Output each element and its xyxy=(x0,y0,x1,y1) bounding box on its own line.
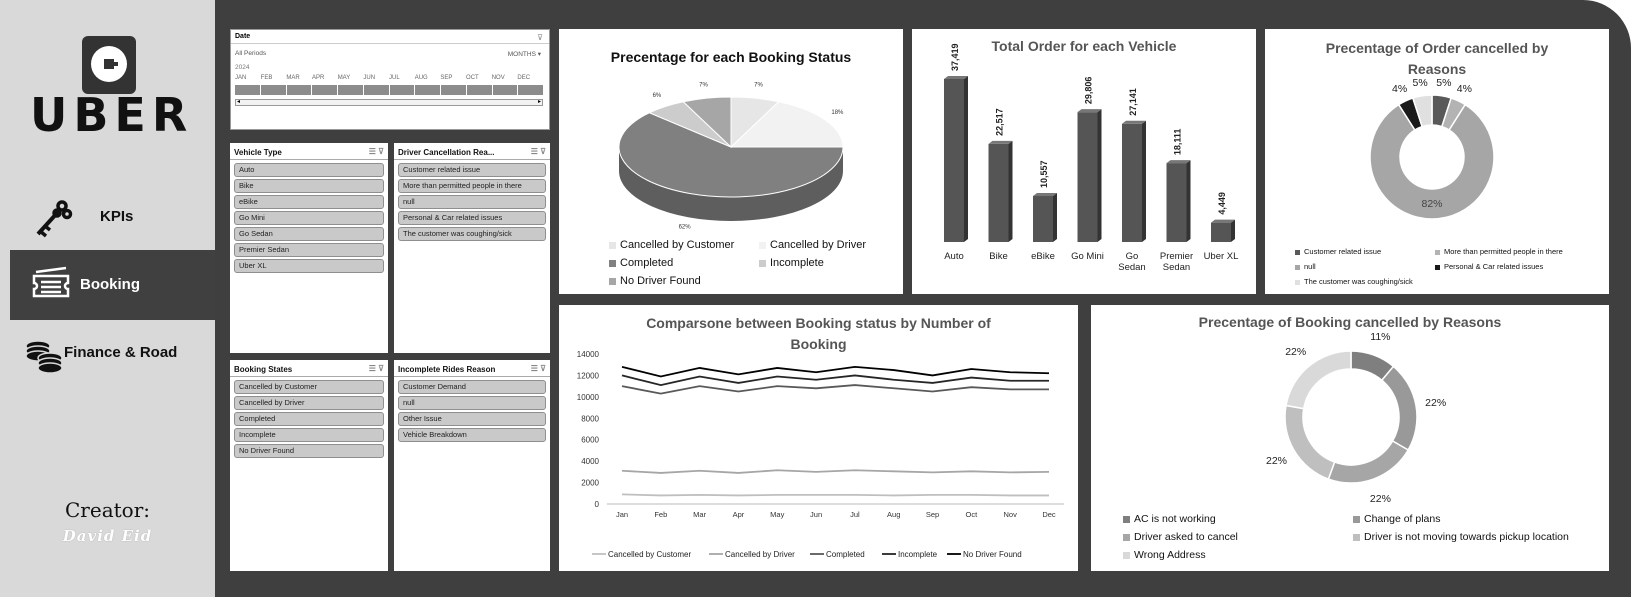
slicer-item[interactable]: More than permitted people in there xyxy=(398,179,546,193)
slicer-item[interactable]: Customer Demand xyxy=(398,380,546,394)
slicer-item[interactable]: Vehicle Breakdown xyxy=(398,428,546,442)
nav-kpis[interactable] xyxy=(10,182,215,252)
month-label: MAY xyxy=(337,75,351,81)
x-tick-label: Aug xyxy=(887,510,901,519)
slicer-item[interactable]: Go Sedan xyxy=(234,227,384,241)
filter-clear-icon[interactable]: ⊽ xyxy=(537,33,543,42)
y-tick-label: 6000 xyxy=(581,435,599,445)
bar xyxy=(1167,163,1187,242)
donut-slice xyxy=(1382,366,1417,450)
sidebar xyxy=(0,0,215,597)
booking-states-slicer-header xyxy=(230,360,388,377)
vehicle-type-slicer-header xyxy=(230,143,388,160)
legend-label: AC is not working xyxy=(1134,513,1216,525)
legend-label: Driver asked to cancel xyxy=(1134,531,1238,543)
order-cancel-title-line1: Precentage of Order cancelled by xyxy=(1325,40,1549,56)
legend-label: Cancelled by Customer xyxy=(608,550,692,559)
slicer-item[interactable]: Other Issue xyxy=(398,412,546,426)
multi-select-icon[interactable]: ☰ ⊽ xyxy=(368,147,384,156)
legend-item xyxy=(1295,244,1435,259)
bar-top xyxy=(944,76,968,79)
month-label: OCT xyxy=(466,75,479,81)
nav-finance-road[interactable] xyxy=(10,318,215,388)
series-line xyxy=(622,470,1049,473)
scroll-right-icon[interactable]: ▸ xyxy=(537,99,541,105)
driver-cancellation-slicer-title: Driver Cancellation Rea... xyxy=(398,148,495,157)
nav-booking-label: Booking xyxy=(80,276,140,293)
order-cancel-donut-card xyxy=(1265,29,1609,294)
bar-side xyxy=(1053,193,1057,242)
slicer-item[interactable]: Premier Sedan xyxy=(234,243,384,257)
x-tick-label: Mar xyxy=(693,510,707,519)
booking-states-slicer-title: Booking States xyxy=(234,365,293,374)
x-tick-label: Jul xyxy=(850,510,860,519)
legend-label: Driver is not moving towards pickup location xyxy=(1364,531,1569,543)
bar-category-label: Uber XL xyxy=(1203,251,1239,262)
month-labels xyxy=(235,75,543,81)
booking-cancel-donut-card xyxy=(1091,305,1609,571)
month-period-block[interactable] xyxy=(364,85,389,95)
legend-swatch xyxy=(759,260,766,267)
legend-swatch xyxy=(1435,265,1440,270)
legend-swatch xyxy=(609,260,616,267)
pie-data-label: 6% xyxy=(652,92,662,99)
bar-top xyxy=(1033,193,1057,196)
legend-label: null xyxy=(1304,262,1316,271)
legend-item xyxy=(609,275,701,287)
y-tick-label: 12000 xyxy=(576,371,599,381)
coins-icon xyxy=(22,332,68,376)
bar-value-label: 27,141 xyxy=(1128,88,1138,116)
y-tick-label: 8000 xyxy=(581,414,599,424)
month-label: JAN xyxy=(235,75,247,81)
vehicle-type-slicer xyxy=(230,143,388,353)
slicer-item[interactable]: eBike xyxy=(234,195,384,209)
bar-side xyxy=(1098,109,1102,242)
pie-data-label: 18% xyxy=(831,109,844,116)
legend-label: Completed xyxy=(826,550,865,559)
date-slicer-title: Date xyxy=(231,30,549,44)
nav-finance-road-label: Finance & Road xyxy=(64,344,178,361)
legend-item xyxy=(609,254,759,272)
donut-data-label: 11% xyxy=(1370,331,1391,344)
incomplete-reason-slicer-title: Incomplete Rides Reason xyxy=(398,365,496,374)
month-period-block[interactable] xyxy=(261,85,286,95)
month-period-block[interactable] xyxy=(415,85,440,95)
nav-kpis-label: KPIs xyxy=(100,208,134,225)
series-line xyxy=(622,494,1049,495)
bar-category-label: Premier xyxy=(1159,251,1194,262)
x-tick-label: May xyxy=(770,510,785,519)
legend-item xyxy=(1295,277,1413,286)
donut-slice xyxy=(1286,351,1351,409)
booking-cancel-legend xyxy=(1123,510,1569,564)
bar-top xyxy=(1211,220,1235,223)
legend-swatch xyxy=(1295,250,1300,255)
legend-label: Cancelled by Driver xyxy=(770,239,866,251)
booking-cancel-donut-title: Precentage of Booking cancelled by Reasons xyxy=(1198,314,1502,330)
slicer-item[interactable]: The customer was coughing/sick xyxy=(398,227,546,241)
slicer-item[interactable]: null xyxy=(398,195,546,209)
slicer-item[interactable]: null xyxy=(398,396,546,410)
ticket-icon xyxy=(28,264,74,308)
year-label: 2024 xyxy=(235,64,250,71)
series-line xyxy=(622,375,1049,385)
legend-swatch xyxy=(1353,534,1360,541)
slicer-item[interactable]: Uber XL xyxy=(234,259,384,273)
status-pie-card xyxy=(559,29,903,294)
legend-label: No Driver Found xyxy=(620,275,701,287)
pie-data-label: 7% xyxy=(754,82,763,89)
slicer-item[interactable]: Auto xyxy=(234,163,384,177)
timeline-scrollbar[interactable] xyxy=(235,99,543,106)
month-timeline-bar[interactable] xyxy=(235,85,543,95)
order-cancel-title-line2: Reasons xyxy=(1407,61,1467,77)
legend-label: No Driver Found xyxy=(963,550,1022,559)
month-period-block[interactable] xyxy=(338,85,363,95)
legend-item xyxy=(1353,513,1440,525)
bar-category-label: Auto xyxy=(944,251,964,262)
donut-data-label: 22% xyxy=(1266,455,1288,467)
legend-swatch xyxy=(1353,516,1360,523)
driver-cancellation-slicer xyxy=(394,143,550,353)
slicer-item[interactable]: Bike xyxy=(234,179,384,193)
incomplete-reason-list xyxy=(394,380,550,442)
donut-data-label: 22% xyxy=(1425,397,1447,410)
bar xyxy=(944,79,964,242)
month-label: NOV xyxy=(491,75,505,81)
legend-swatch xyxy=(1295,280,1300,285)
x-tick-label: Nov xyxy=(1003,510,1017,519)
month-label: FEB xyxy=(260,75,273,81)
x-tick-label: Jan xyxy=(615,510,629,519)
bar-category-label: Go Mini xyxy=(1071,251,1104,262)
month-label: MAR xyxy=(286,75,300,81)
y-tick-label: 2000 xyxy=(581,478,599,488)
donut-data-label: 5% xyxy=(1436,76,1452,89)
bar xyxy=(989,144,1009,242)
date-timeline-slicer xyxy=(230,29,550,130)
bar xyxy=(1211,223,1231,242)
donut-data-label: 5% xyxy=(1412,76,1428,89)
bar xyxy=(1122,124,1142,242)
slicer-item[interactable]: Personal & Car related issues xyxy=(398,211,546,225)
bar-value-label: 18,111 xyxy=(1172,128,1183,156)
series-line xyxy=(622,385,1049,394)
bar-category-label: Bike xyxy=(989,251,1008,262)
legend-item xyxy=(609,236,759,254)
multi-select-icon[interactable]: ☰ ⊽ xyxy=(368,364,384,373)
x-tick-label: Oct xyxy=(965,510,978,519)
legend-label: Personal & Car related issues xyxy=(1444,262,1544,271)
month-period-block[interactable] xyxy=(467,85,492,95)
bar-value-label: 22,517 xyxy=(994,108,1005,136)
legend-label: Completed xyxy=(620,257,674,269)
vehicle-bar-title: Total Order for each Vehicle xyxy=(991,38,1177,54)
order-cancel-legend xyxy=(1295,244,1595,289)
donut-data-label: 82% xyxy=(1421,198,1443,210)
driver-cancellation-list xyxy=(394,163,550,241)
legend-label: Customer related issue xyxy=(1304,247,1382,256)
incomplete-reason-slicer-header xyxy=(394,360,550,377)
legend-label: Cancelled by Customer xyxy=(620,239,735,251)
bar-value-label: 37,419 xyxy=(950,43,960,71)
legend-swatch xyxy=(1435,250,1440,255)
legend-label: More than permitted people in there xyxy=(1444,247,1563,256)
donut-slice xyxy=(1285,406,1335,479)
month-label: APR xyxy=(312,75,325,81)
legend-swatch xyxy=(609,242,616,249)
status-line-chart xyxy=(559,305,1078,571)
multi-select-icon[interactable]: ☰ ⊽ xyxy=(530,147,546,156)
slicer-item[interactable]: Completed xyxy=(234,412,384,426)
incomplete-reason-slicer xyxy=(394,360,550,571)
legend-item xyxy=(1353,531,1569,543)
slicer-item[interactable]: Customer related issue xyxy=(398,163,546,177)
bar-side xyxy=(1009,141,1013,242)
month-period-block[interactable] xyxy=(441,85,466,95)
vehicle-bar-card xyxy=(912,29,1256,294)
month-period-block[interactable] xyxy=(518,85,543,95)
legend-swatch xyxy=(1123,516,1130,523)
bar xyxy=(1078,112,1098,242)
legend-label: Incomplete xyxy=(770,257,824,269)
bar-top xyxy=(1167,160,1191,163)
all-periods-label: All Periods xyxy=(235,50,267,57)
month-label: DEC xyxy=(517,75,531,81)
booking-states-slicer xyxy=(230,360,388,571)
legend-label: The customer was coughing/sick xyxy=(1304,277,1413,286)
donut-data-label: 4% xyxy=(1392,83,1408,96)
slicer-item[interactable]: Incomplete xyxy=(234,428,384,442)
nav-booking[interactable] xyxy=(10,250,215,320)
bar-side xyxy=(964,76,968,242)
month-period-block[interactable] xyxy=(493,85,518,95)
donut-data-label: 22% xyxy=(1285,346,1307,359)
legend-swatch xyxy=(759,242,766,249)
scroll-left-icon[interactable]: ◂ xyxy=(237,99,241,105)
x-tick-label: Dec xyxy=(1042,510,1056,519)
multi-select-icon[interactable]: ☰ ⊽ xyxy=(530,364,546,373)
bar-top xyxy=(1078,109,1102,112)
creator-name: David Eid xyxy=(62,527,153,545)
bar-category-label: eBike xyxy=(1031,251,1055,262)
legend-label: Cancelled by Driver xyxy=(725,550,795,559)
bar-value-label: 4,449 xyxy=(1217,192,1227,215)
series-line xyxy=(622,367,1049,377)
legend-item xyxy=(1123,510,1353,528)
bar-value-label: 29,806 xyxy=(1083,76,1094,105)
bar-side xyxy=(1142,121,1146,242)
x-tick-label: Jun xyxy=(810,510,823,519)
month-period-block[interactable] xyxy=(235,85,260,95)
vehicle-bar-chart xyxy=(912,29,1256,294)
bar-top xyxy=(1122,121,1146,124)
booking-states-list xyxy=(230,380,388,458)
donut-slice xyxy=(1328,441,1408,483)
pie-data-label: 7% xyxy=(699,82,708,89)
x-tick-label: Feb xyxy=(654,510,668,519)
bar-side xyxy=(1231,220,1235,242)
legend-label: Change of plans xyxy=(1364,513,1441,525)
month-label: SEP xyxy=(440,75,453,81)
slicer-item[interactable]: Cancelled by Customer xyxy=(234,380,384,394)
legend-item xyxy=(1435,247,1563,256)
brand-logo-text: UBER xyxy=(30,88,194,142)
legend-item xyxy=(1435,262,1543,271)
bar-category-label: Sedan xyxy=(1118,262,1146,273)
bar-category-label: Go xyxy=(1125,251,1139,262)
donut-data-label: 22% xyxy=(1369,492,1391,505)
legend-item xyxy=(1295,259,1435,274)
driver-cancellation-slicer-header xyxy=(394,143,550,160)
month-period-block[interactable] xyxy=(287,85,312,95)
legend-item xyxy=(759,257,824,269)
bar-value-label: 10,557 xyxy=(1039,160,1049,189)
bar xyxy=(1033,196,1053,242)
month-period-block[interactable] xyxy=(312,85,337,95)
pie-data-label: 62% xyxy=(678,224,691,231)
y-tick-label: 10000 xyxy=(576,392,599,402)
period-level-label: MONTHS xyxy=(507,51,536,58)
donut-data-label: 4% xyxy=(1456,83,1472,96)
uber-logo-icon xyxy=(82,36,136,94)
legend-swatch xyxy=(1123,552,1130,559)
slicer-item[interactable]: Go Mini xyxy=(234,211,384,225)
bar-category-label: Sedan xyxy=(1162,262,1191,273)
legend-item xyxy=(1123,549,1206,561)
status-line-card xyxy=(559,305,1078,571)
x-tick-label: Sep xyxy=(925,510,940,519)
legend-item xyxy=(1123,528,1353,546)
month-label: JUN xyxy=(363,75,376,81)
legend-label: Wrong Address xyxy=(1134,549,1206,561)
creator-label: Creator: xyxy=(65,498,150,522)
status-line-title-line2: Booking xyxy=(790,336,847,352)
period-level-dropdown[interactable]: MONTHS ▾ xyxy=(507,51,541,58)
x-tick-label: Apr xyxy=(732,510,745,519)
y-tick-label: 4000 xyxy=(581,457,599,467)
legend-swatch xyxy=(1123,534,1130,541)
vehicle-type-list xyxy=(230,163,388,273)
legend-item xyxy=(759,239,866,251)
month-label: JUL xyxy=(389,75,400,81)
y-tick-label: 0 xyxy=(594,500,599,509)
status-pie-legend xyxy=(609,236,866,290)
key-icon xyxy=(28,196,74,240)
slicer-item[interactable]: No Driver Found xyxy=(234,444,384,458)
legend-swatch xyxy=(609,278,616,285)
status-pie-title: Precentage for each Booking Status xyxy=(610,49,852,65)
status-line-title-line1: Comparsone between Booking status by Number of xyxy=(646,315,991,331)
vehicle-type-slicer-title: Vehicle Type xyxy=(234,148,282,157)
month-period-block[interactable] xyxy=(390,85,415,95)
legend-label: Incomplete xyxy=(898,550,938,559)
slicer-item[interactable]: Cancelled by Driver xyxy=(234,396,384,410)
month-label: AUG xyxy=(414,75,428,81)
bar-side xyxy=(1187,160,1191,242)
y-tick-label: 14000 xyxy=(576,350,599,359)
legend-swatch xyxy=(1295,265,1300,270)
bar-top xyxy=(989,141,1013,144)
